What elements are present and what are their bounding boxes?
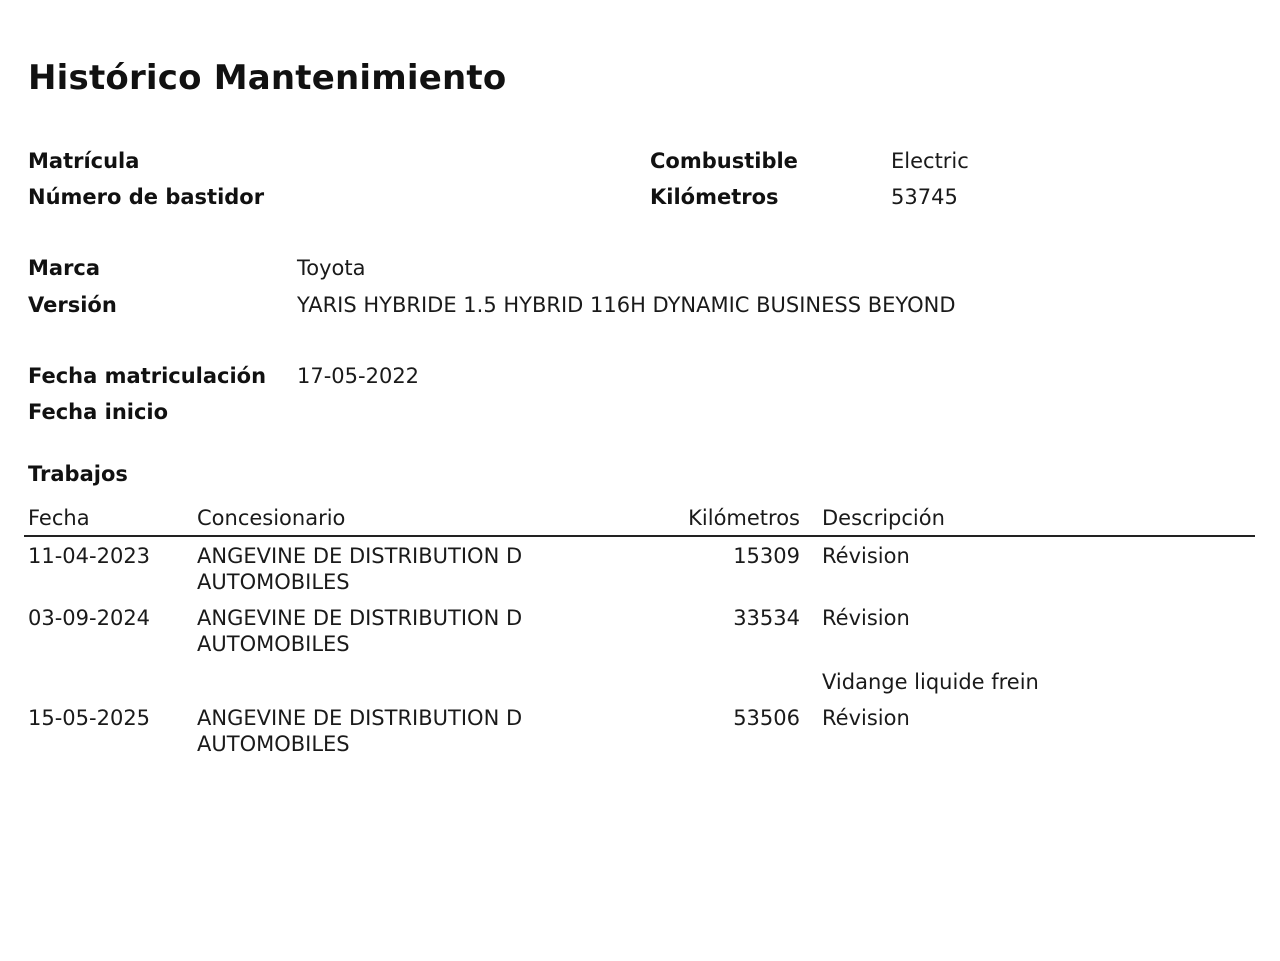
row-concesionario: ANGEVINE DE DISTRIBUTION D AUTOMOBILES (197, 544, 523, 594)
row-fecha: 03-09-2024 (28, 606, 151, 630)
marca-label: Marca (28, 256, 101, 280)
row-descripcion: Révision (822, 706, 910, 730)
kilometros-label: Kilómetros (650, 185, 779, 209)
fecha-inicio-label: Fecha inicio (28, 400, 169, 424)
row-fecha: 11-04-2023 (28, 544, 151, 568)
column-header-descripcion: Descripción (822, 506, 945, 530)
row-descripcion-extra: Vidange liquide frein (822, 670, 1039, 694)
version-value: YARIS HYBRIDE 1.5 HYBRID 116H DYNAMIC BUSINESS BEYOND (297, 293, 956, 317)
row-concesionario: ANGEVINE DE DISTRIBUTION D AUTOMOBILES (197, 606, 523, 656)
marca-value: Toyota (297, 256, 366, 280)
row-kilometros: 53506 (733, 706, 800, 730)
row-kilometros: 15309 (733, 544, 800, 568)
row-fecha: 15-05-2025 (28, 706, 151, 730)
bastidor-label: Número de bastidor (28, 185, 265, 209)
page-title: Histórico Mantenimiento (28, 58, 507, 98)
row-concesionario: ANGEVINE DE DISTRIBUTION D AUTOMOBILES (197, 706, 523, 756)
column-header-kilometros: Kilómetros (688, 506, 800, 530)
fecha-matriculacion-value: 17-05-2022 (297, 364, 420, 388)
row-kilometros: 33534 (733, 606, 800, 630)
column-header-fecha: Fecha (28, 506, 90, 530)
row-descripcion: Révision (822, 544, 910, 568)
row-descripcion: Révision (822, 606, 910, 630)
combustible-value: Electric (891, 149, 969, 173)
matricula-label: Matrícula (28, 149, 140, 173)
combustible-label: Combustible (650, 149, 798, 173)
kilometros-value: 53745 (891, 185, 958, 209)
column-header-concesionario: Concesionario (197, 506, 346, 530)
fecha-matriculacion-label: Fecha matriculación (28, 364, 267, 388)
version-label: Versión (28, 293, 117, 317)
table-header-divider (24, 535, 1255, 537)
trabajos-title: Trabajos (28, 462, 128, 486)
